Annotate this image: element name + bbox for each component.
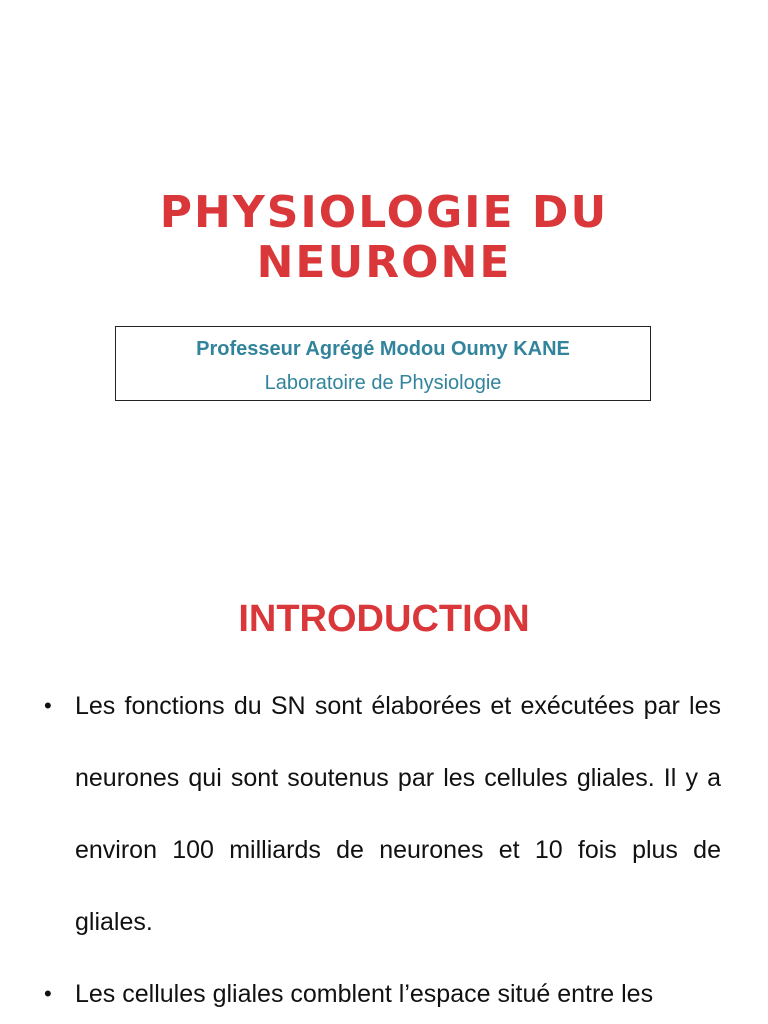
bullet-icon: • [44, 693, 52, 718]
page-title-line1: PHYSIOLOGIE DU [159, 187, 609, 238]
page-title [0, 188, 768, 288]
list-item-text: Les fonctions du SN sont élaborées et exécutées par les neurones qui sont soutenus par les cellules gliales. Il y a environ 100 milliards de neurones et 10 fois plus de gliales. [75, 692, 721, 936]
author-lab: Laboratoire de Physiologie [264, 372, 502, 394]
list-item [0, 670, 768, 958]
page-title-line2: NEURONE [256, 237, 512, 288]
author-name: Professeur Agrégé Modou Oumy KANE [196, 338, 570, 360]
section-heading: INTRODUCTION [238, 598, 530, 640]
bullet-icon: • [44, 981, 52, 1006]
list-item-text: Les cellules gliales comblent l’espace situé entre les [75, 980, 654, 1008]
bullet-list [0, 670, 768, 1024]
author-box [115, 326, 651, 401]
list-item [0, 958, 768, 1024]
